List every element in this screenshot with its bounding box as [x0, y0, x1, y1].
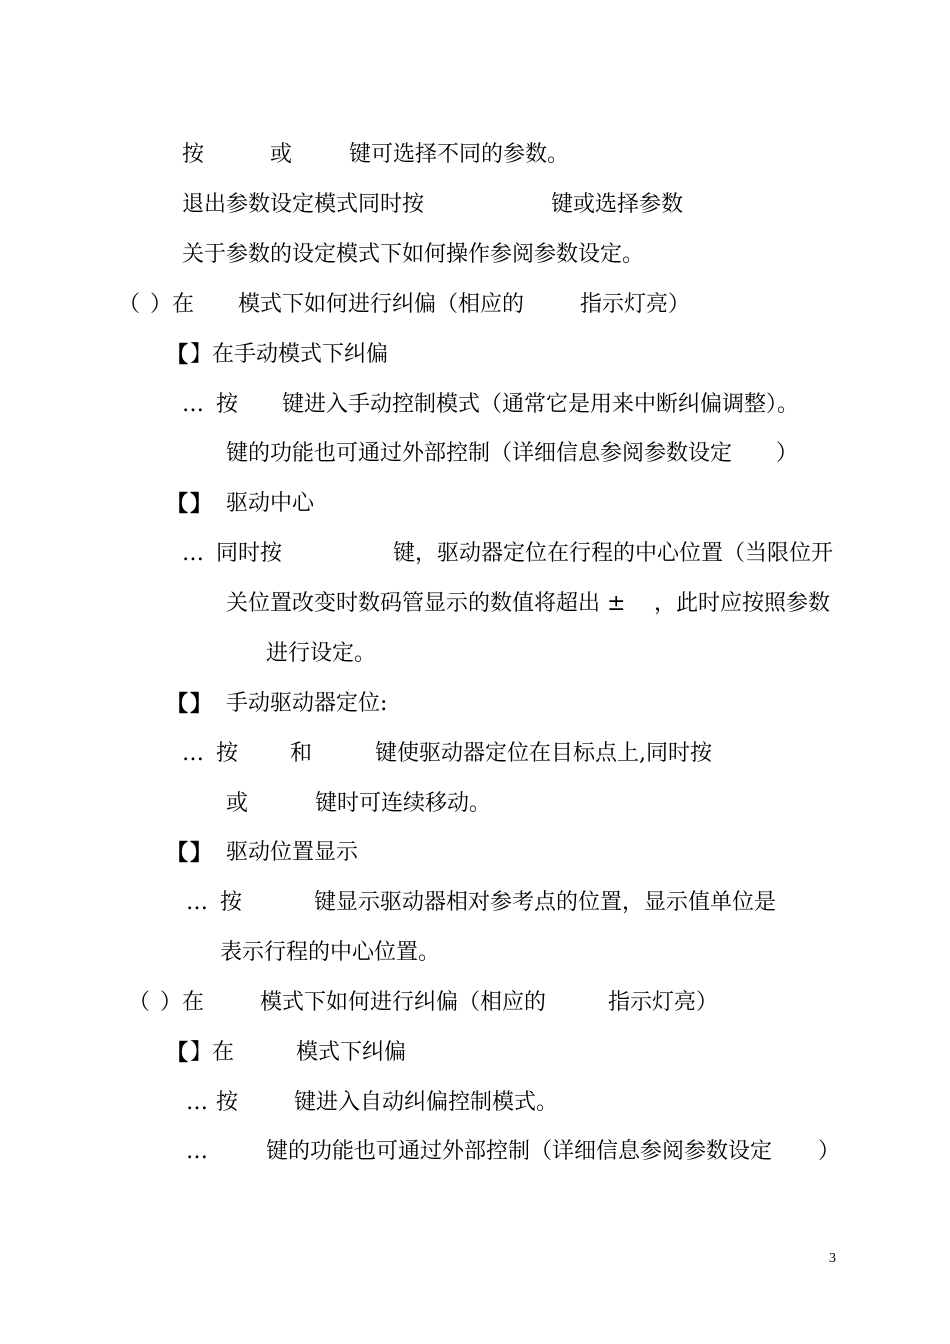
bracket-open: 【 [166, 691, 189, 717]
text-segment: 键，驱动器定位在行程的中心位置（当限位开 [393, 541, 834, 566]
text-segment: 或 [270, 142, 293, 167]
text-segment: 】在 [190, 1040, 235, 1065]
text-segment: 键进入手动控制模式（通常它是用来中断纠偏调整）。 [282, 392, 800, 417]
text-segment: 模式下如何进行纠偏（相应的 [260, 990, 547, 1015]
text-segment: ） [776, 441, 799, 466]
text-segment: ，此时应按照参数 [654, 591, 831, 616]
bracket-open: 【 [166, 491, 189, 517]
ellipsis-marker: … [182, 741, 204, 766]
text-segment: 按 [216, 392, 239, 417]
text-segment: 按 [216, 1090, 239, 1115]
text-segment: 关位置改变时数码管显示的数值将超出 ± [226, 591, 626, 616]
text-segment: 键的功能也可通过外部控制（详细信息参阅参数设定 [266, 1139, 773, 1164]
text-segment: 模式下纠偏 [296, 1040, 407, 1065]
text-segment: 键显示驱动器相对参考点的位置，显示值单位是 [314, 890, 777, 915]
text-segment: 键时可连续移动。 [315, 791, 492, 816]
bracket-open: 【 [166, 1040, 189, 1066]
text-segment: 同时按 [216, 541, 283, 566]
text-segment: 键的功能也可通过外部控制（详细信息参阅参数设定 [226, 441, 733, 466]
text-segment: 键进入自动纠偏控制模式。 [294, 1090, 559, 1115]
text-segment: ） [818, 1139, 841, 1164]
text-segment: 模式下如何进行纠偏（相应的 [238, 292, 525, 317]
text-segment: ）在 [160, 990, 205, 1015]
bracket-close: 】 [190, 691, 213, 717]
text-segment: 指示灯亮） [580, 292, 691, 317]
text-segment: 键使驱动器定位在目标点上,同时按 [375, 741, 712, 766]
text-segment: 按 [182, 142, 205, 167]
ellipsis-marker: … [182, 541, 204, 566]
ellipsis-marker: … [186, 1139, 208, 1164]
text-segment: 进行设定。 [266, 641, 377, 666]
text-segment: 键或选择参数 [551, 192, 684, 217]
text-segment: 退出参数设定模式同时按 [182, 192, 425, 217]
ellipsis-marker: … [182, 392, 204, 417]
bracket-close: 】 [190, 491, 213, 517]
text-segment: 驱动中心 [226, 491, 315, 516]
text-segment: 或 [226, 791, 249, 816]
text-segment: 驱动位置显示 [226, 840, 359, 865]
text-segment: 表示行程的中心位置。 [220, 940, 441, 965]
text-segment: ）在 [150, 292, 195, 317]
text-segment: 键可选择不同的参数。 [349, 142, 570, 167]
ellipsis-marker: … [186, 890, 208, 915]
text-segment: 关于参数的设定模式下如何操作参阅参数设定。 [182, 242, 645, 267]
ellipsis-marker: … [186, 1090, 208, 1115]
page-number: 3 [829, 1251, 836, 1266]
text-segment: 】在手动模式下纠偏 [190, 342, 389, 367]
text-segment: 指示灯亮） [608, 990, 719, 1015]
text-segment: 手动驱动器定位: [226, 691, 388, 716]
bracket-open: 【 [166, 342, 189, 368]
text-segment: 按 [216, 741, 239, 766]
text-segment: （ [118, 292, 141, 317]
text-segment: 按 [220, 890, 243, 915]
text-segment: 和 [290, 741, 313, 766]
text-segment: （ [128, 990, 151, 1015]
bracket-open: 【 [166, 840, 189, 866]
bracket-close: 】 [190, 840, 213, 866]
